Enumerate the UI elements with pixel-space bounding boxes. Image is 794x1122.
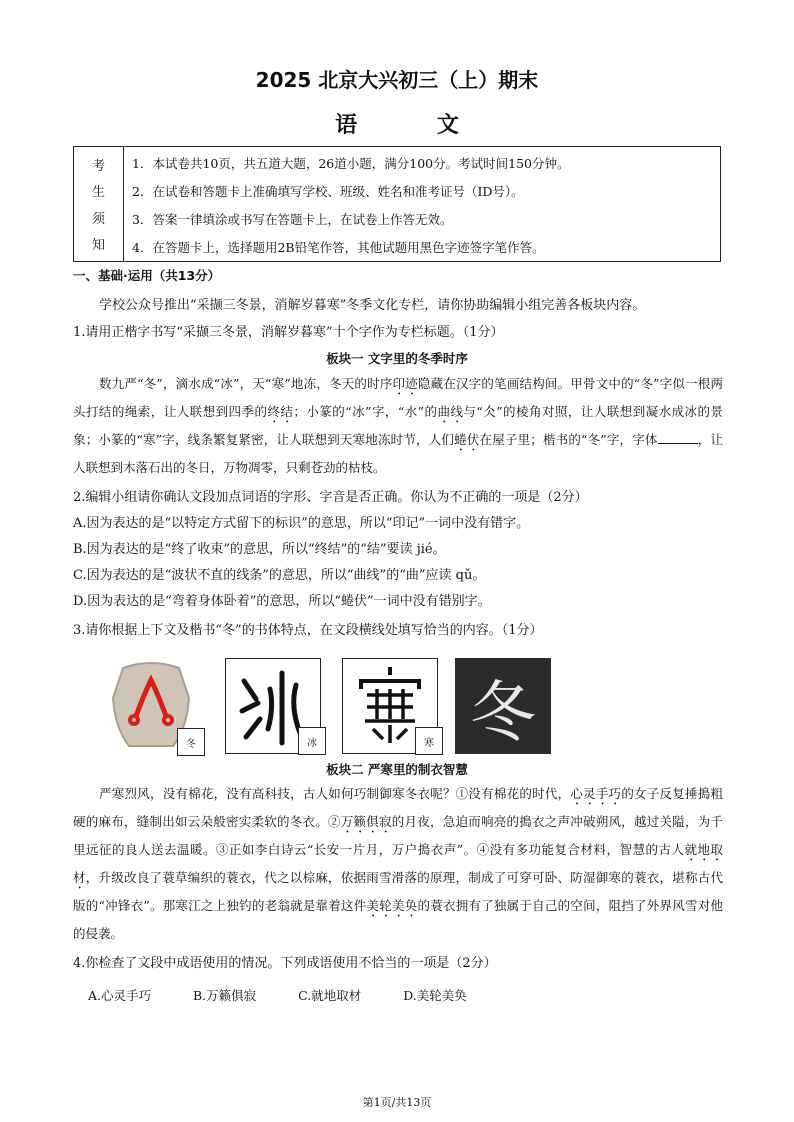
passage-1 [73, 370, 723, 481]
notice-items [132, 150, 569, 262]
option-a: A.因为表达的是“以特定方式留下的标识”的意思，所以“印记”一词中没有错字。 [73, 516, 530, 531]
rubbing-glyph: 冬 [470, 673, 536, 751]
block-2-title: 板块二 严寒里的制衣智慧 [326, 762, 468, 777]
seal-bing-image [225, 658, 321, 754]
dotted-word: 曲线 [437, 404, 464, 419]
option-d: D.因为表达的是“弯着身体卧着”的意思，所以“蜷伏”一词中没有错别字。 [73, 594, 491, 609]
dotted-word: 印迹 [392, 376, 418, 391]
subject-title: 语 文 [335, 112, 495, 138]
rubbing-dong-image [455, 658, 551, 754]
page-footer: 第1页/共13页 [362, 1096, 432, 1109]
notice-item: 3．答案一律填涂或书写在答题卡上，在试卷上作答无效。 [132, 212, 453, 227]
passage-text: 在屋子里；楷书的“冬”字，字体 [479, 432, 658, 447]
exam-title: 2025 北京大兴初三（上）期末 [255, 68, 539, 92]
option-d: D.美轮美奂 [403, 988, 467, 1003]
dotted-idiom: 就地取材 [73, 842, 723, 885]
question-3: 3.请你根据上下文及楷书“冬”的书体特点，在文段横线处填写恰当的内容。（1分） [73, 623, 543, 638]
passage-2 [73, 780, 723, 947]
dotted-idiom: 心灵手巧 [570, 786, 622, 801]
option-a: A.心灵手巧 [88, 988, 152, 1003]
option-c: C.就地取材 [298, 988, 362, 1003]
notice-item: 4．在答题卡上，选择题用2B铅笔作答，其他试题用黑色字迹签字笔作答。 [132, 240, 545, 255]
notice-label-char: 须 [91, 211, 105, 227]
passage-text: 严寒烈风，没有棉花，没有高科技，古人如何巧制御寒冬衣呢？①没有棉花的时代， [99, 786, 571, 801]
section-heading: 一、基础·运用（共13分） [73, 268, 221, 283]
image-tag: 寒 [415, 727, 443, 755]
passage-text: ；小篆的“冰”字，“水”的 [293, 404, 438, 419]
fill-in-blank[interactable] [658, 443, 698, 444]
notice-label-char: 考 [91, 158, 105, 174]
option-b: B.万籁俱寂 [193, 988, 257, 1003]
dotted-idiom: 万籁俱寂 [340, 814, 392, 829]
passage-text: 与“仌”的棱角对照，让人联想到凝水成冰的景象；小篆的“寒”字，线条繁复紧密，让人联想到天寒地冻时节，人们 [73, 404, 723, 447]
seal-han-image [342, 658, 438, 754]
section-intro: 学校公众号推出“采撷三冬景，消解岁暮寒”冬季文化专栏，请你协助编辑小组完善各板块内容。 [99, 298, 646, 313]
image-tag: 冬 [177, 728, 205, 756]
question-4-options [88, 986, 505, 1004]
passage-text: 的蓑衣拥有了独属于自己的空间，阻挡了外界风雪对他的侵袭。 [73, 898, 723, 941]
option-b: B.因为表达的是“终了收束”的意思，所以“终结”的“结”要读 jié。 [73, 542, 446, 557]
image-tag: 冰 [298, 727, 326, 755]
question-4: 4.你检查了文段中成语使用的情况。下列成语使用不恰当的一项是（2分） [73, 956, 497, 971]
passage-text: 数九严“冬”，滴水成“冰”，天“寒”地冻，冬天的时序 [99, 376, 393, 391]
notice-label-char: 生 [91, 185, 105, 201]
notice-item: 2．在试卷和答题卡上准确填写学校、班级、姓名和准考证号（ID号）。 [132, 184, 524, 199]
passage-text: 的月夜，急迫而响亮的搗衣之声冲破朔风，越过关隘，为千里远征的良人送去温暖。③正如李白诗云“长安一片月，万户搗衣声”。④没有多功能复合材料，智慧的古人 [73, 814, 723, 857]
passage-text: ，让人联想到木落石出的冬日，万物凋零，只剩苍劲的枯枝。 [73, 432, 723, 475]
question-2: 2.编辑小组请你确认文段加点词语的字形、字音是否正确。你认为不正确的一项是（2分） [73, 490, 588, 505]
notice-label [74, 147, 124, 261]
notice-label-char: 知 [91, 238, 105, 254]
block-1-title: 板块一 文字里的冬季时序 [326, 351, 468, 366]
passage-text: 隐藏在汉字的笔画结构间。甲骨文中的“冬”字似一根两头打结的绳索，让人联想到四季的 [73, 376, 723, 419]
option-c: C.因为表达的是“波状不直的线条”的意思，所以“曲线”的“曲”应读 qǔ。 [73, 568, 486, 583]
dotted-word: 终结 [267, 404, 294, 419]
oracle-bone-dong-image [103, 658, 199, 754]
question-1: 1.请用正楷字书写“采撷三冬景，消解岁暮寒”十个字作为专栏标题。（1分） [73, 325, 504, 340]
notice-item: 1．本试卷共10页，共五道大题，26道小题，满分100分。考试时间150分钟。 [132, 156, 570, 171]
dotted-word: 蜷伏 [454, 432, 480, 447]
passage-text: ，升级改良了蓑草编织的蓑衣，代之以棕麻，依据雨雪滑落的原理，制成了可穿可卧、防湿御寒的蓑衣，堪称古代版的“冲锋衣”。那寒江之上独钓的老翁就是靠着这件 [73, 870, 723, 913]
exam-notice-box [73, 146, 721, 262]
dotted-idiom: 美轮美奂 [366, 898, 418, 913]
passage-text: 的女子反复捶搗粗硬的麻布，缝制出如云朵般密实柔软的冬衣。② [73, 786, 723, 829]
